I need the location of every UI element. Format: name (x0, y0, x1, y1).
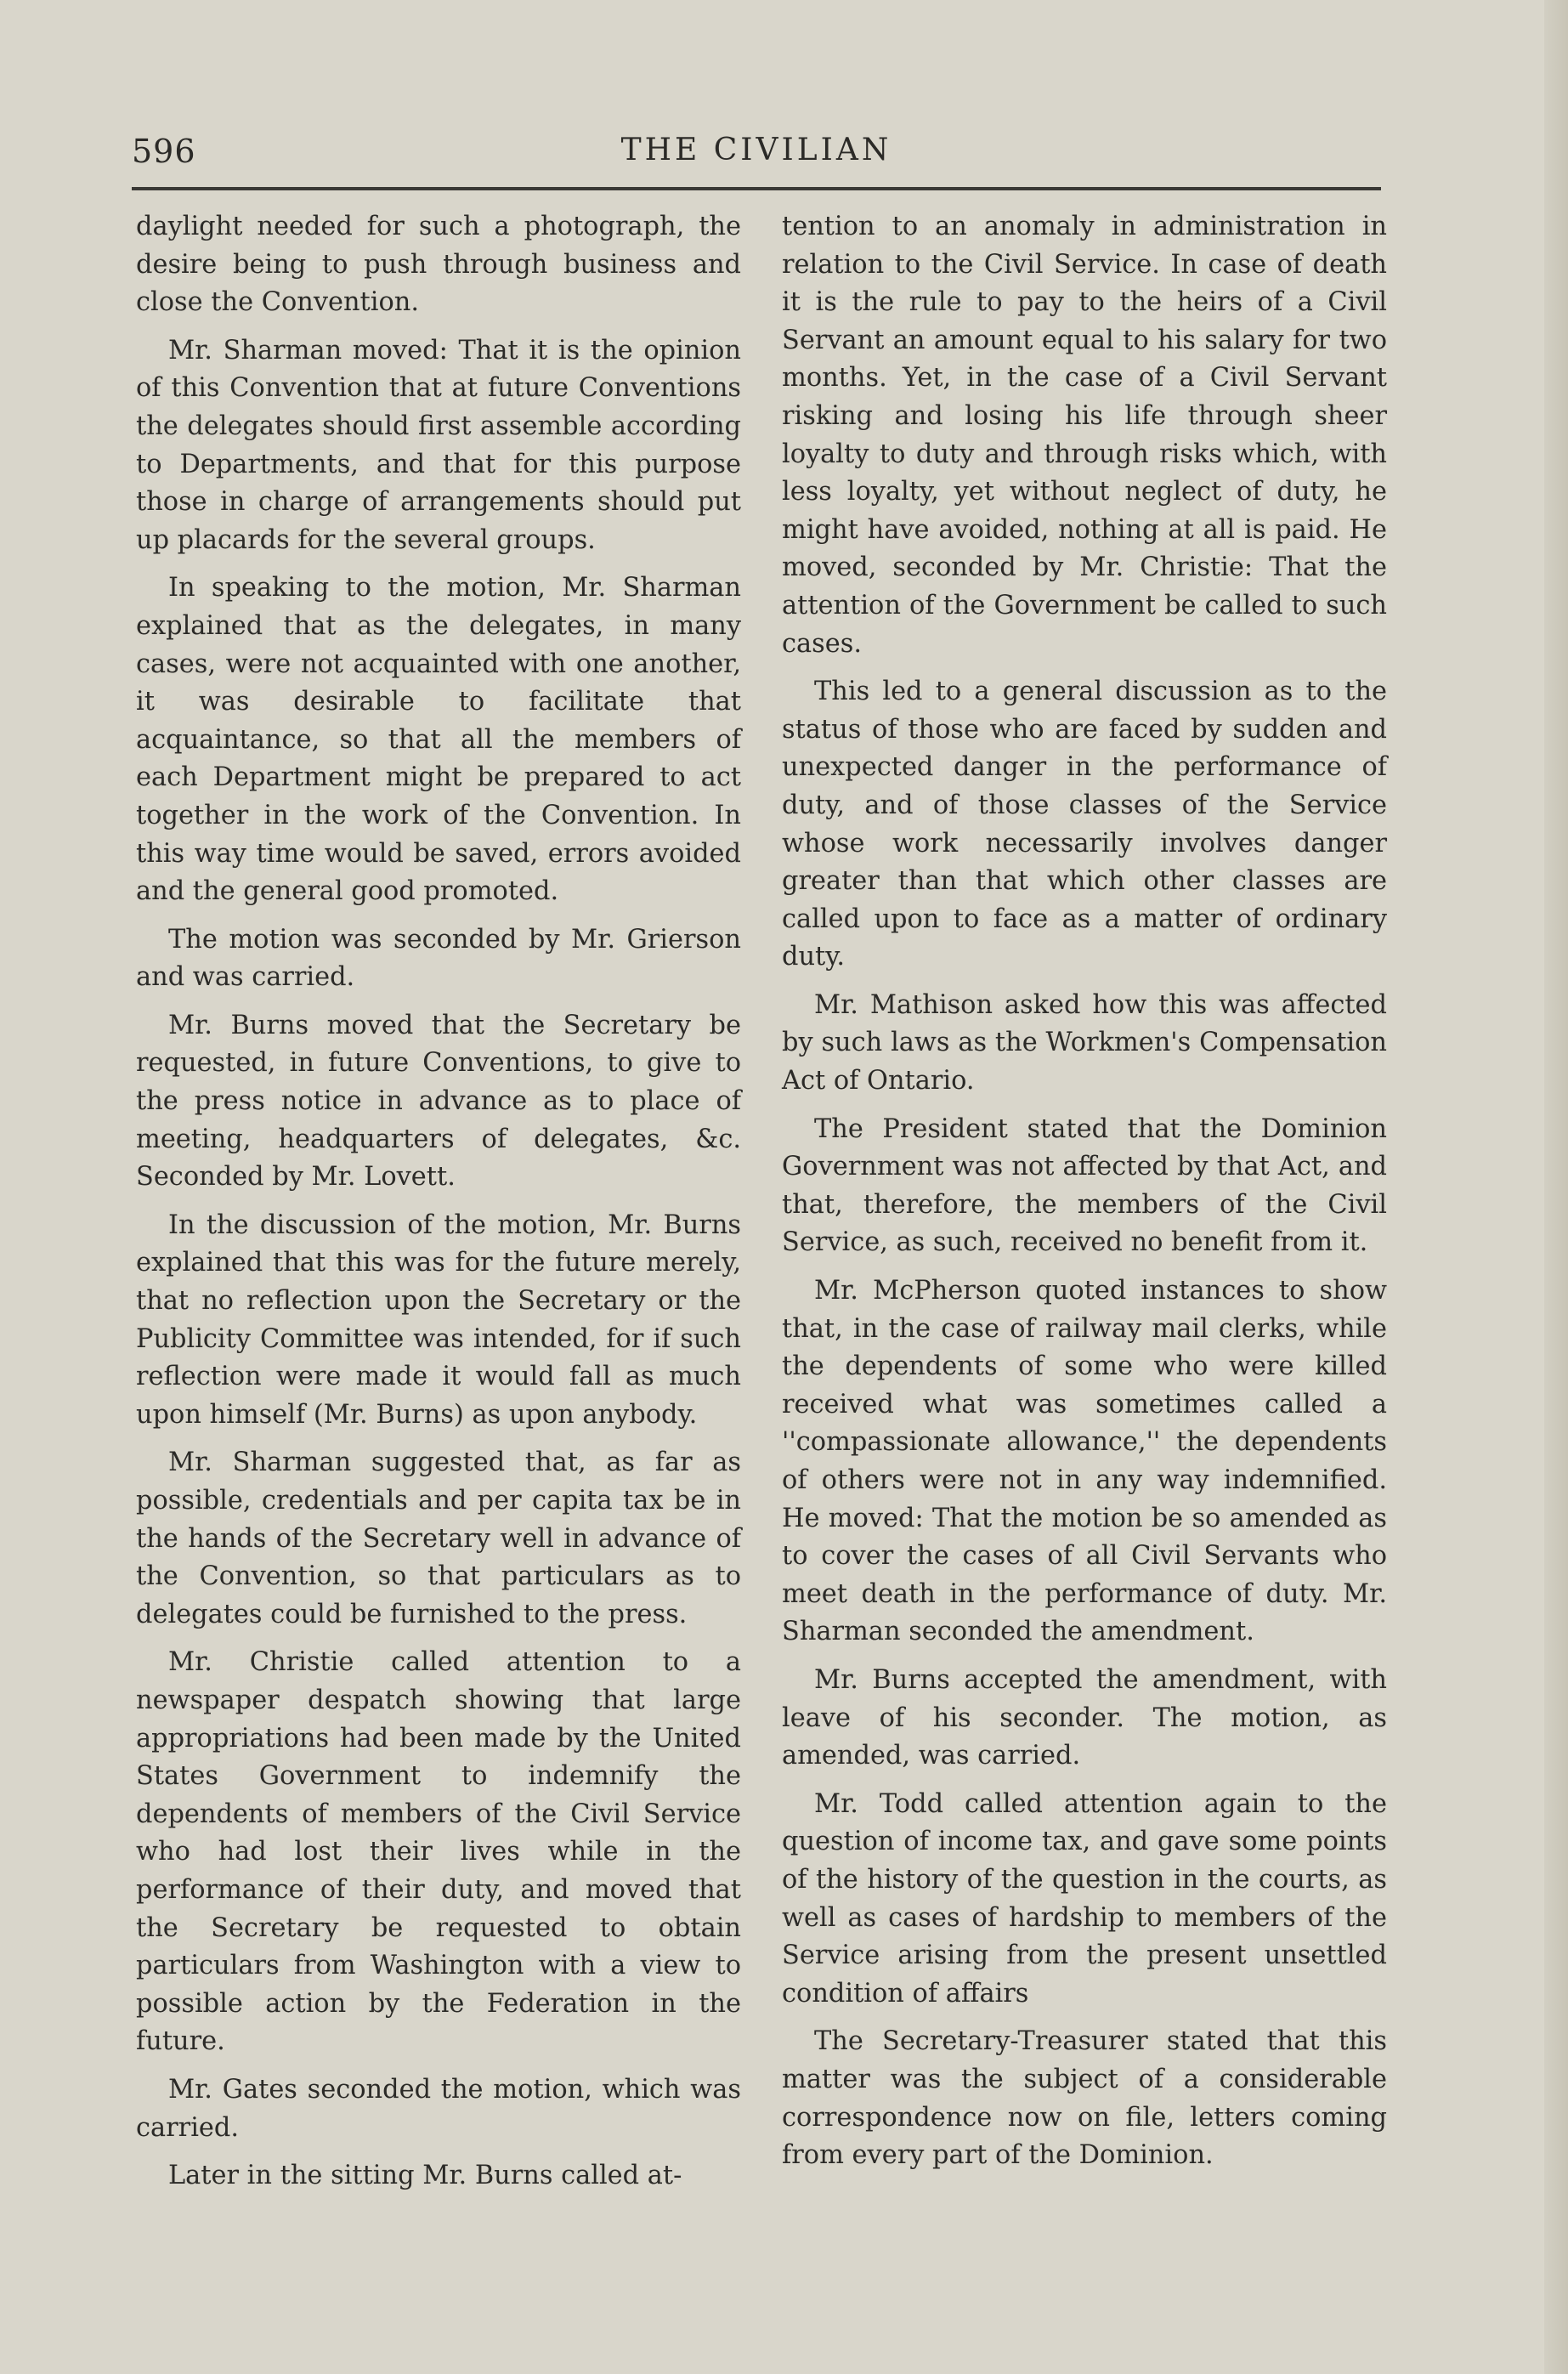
paragraph: Later in the sitting Mr. Burns called at- (168, 2161, 682, 2191)
paragraph: Mr. McPherson quoted instances to show that, in the case of railway mail clerks, while the dependents of some who were killed received what was sometimes called a ''compassionate allowance,'' the dependents of others were not in any way indemnified. He moved: That the motion be so amended as to cover the cases of all Civil Servants who meet death in the performance of duty. Mr. Sharman seconded the amendment. (782, 1276, 1387, 1647)
paragraph: In the discussion of the motion, Mr. Burns explained that this was for the future merely, that no reflection upon the Secretary or the Publicity Committee was intended, for if such reflection were made it would fall as much upon himself (Mr. Burns) as upon anybody. (136, 1210, 741, 1430)
paragraph: The President stated that the Dominion Government was not affected by that Act, and that, therefore, the members of the Civil Service, as such, received no benefit from it. (782, 1113, 1387, 1258)
page-header (132, 127, 1381, 178)
paragraph: Mr. Sharman suggested that, as far as possible, credentials and per capita tax be in the hands of the Secretary well in advance of the Convention, so that particulars as to delegates could be furnished to the press. (136, 1448, 741, 1629)
page-edge (1544, 0, 1568, 2374)
paragraph: In speaking to the motion, Mr. Sharman explained that as the delegates, in many cases, were not acquainted with one another, it was desirable to facilitate that acquaintance, so that all the members of each Department might be prepared to act together in the work of the Convention. In this way time would be saved, errors avoided and the general good promoted. (136, 573, 741, 907)
paragraph: This led to a general discussion as to the status of those who are faced by sudden and unexpected danger in the performance of duty, and of those classes of the Service whose work necessarily involves danger greater than that which other classes are called upon to face as a matter of ordinary duty. (782, 677, 1387, 972)
paragraph: daylight needed for such a photograph, the desire being to push through business and close the Convention. (136, 212, 741, 318)
paragraph: Mr. Burns moved that the Secretary be requested, in future Conventions, to give to the press notice in advance as to place of meeting, headquarters of delegates, &c. Seconded by Mr. Lovett. (136, 1010, 741, 1193)
running-title: THE CIVILIAN (620, 133, 892, 167)
header-rule (132, 187, 1381, 190)
paragraph: The Secretary-Treasurer stated that this matter was the subject of a considerable correspondence now on file, letters coming from every part of the Dominion. (782, 2026, 1387, 2171)
paragraph: Mr. Burns accepted the amendment, with leave of his seconder. The motion, as amended, was carried. (782, 1664, 1387, 1771)
paragraph: Mr. Todd called attention again to the question of income tax, and gave some points of the history of the question in the courts, as well as cases of hardship to members of the Service arising from the present unsettled condition of affairs (782, 1788, 1387, 2009)
paragraph: Mr. Gates seconded the motion, which was carried. (136, 2074, 741, 2143)
paragraph: Mr. Christie called attention to a newspaper despatch showing that large appropriations had been made by the United States Government to indemnify the dependents of members of the Civil Service who had lost their lives while in the performance of their duty, and moved that the Secretary be requested to obtain particulars from Washington with a view to possible action by the Federation in the future. (136, 1647, 741, 2057)
left-column (136, 208, 741, 2206)
paragraph: The motion was seconded by Mr. Grierson and was carried. (136, 924, 741, 993)
right-column (782, 208, 1387, 2185)
paragraph: Mr. Sharman moved: That it is the opinion of this Convention that at future Conventions the delegates should first assemble according to Departments, and that for this purpose those in charge of arrangements should put up placards for the several groups. (136, 335, 741, 555)
paragraph: Mr. Mathison asked how this was affected by such laws as the Workmen's Compensation Act of Ontario. (782, 989, 1387, 1096)
page-number: 596 (132, 133, 196, 170)
paragraph: tention to an anomaly in administration in relation to the Civil Service. In case of death it is the rule to pay to the heirs of a Civil Servant an amount equal to his salary for two months. Yet, in the case of a Civil Servant risking and losing his life through sheer loyalty to duty and through risks which, with less loyalty, yet without neglect of duty, he might have avoided, nothing at all is paid. He moved, seconded by Mr. Christie: That the attention of the Government be called to such cases. (782, 212, 1387, 659)
